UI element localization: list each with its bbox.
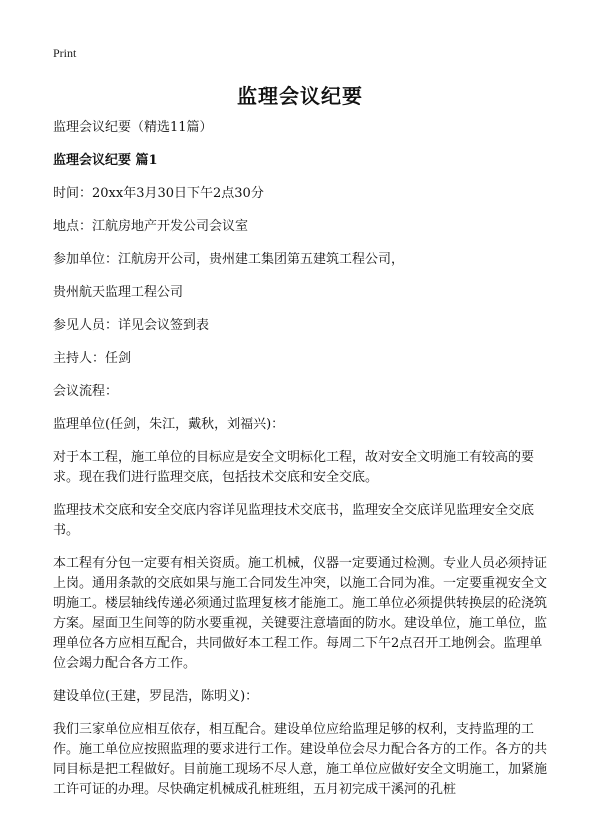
- meeting-process: 会议流程：: [53, 384, 119, 399]
- document-subtitle: 监理会议纪要（精选11篇）: [53, 120, 213, 135]
- paragraph: 本工程有分包一定要有相关资质。施工机械，仪器一定要通过检测。专业人员必须持证上岗。通用条款的交底如果与施工合同发生冲突，以施工合同为准。一定要重视安全文明施工。楼层轴线传递必须通过监理复核才能施工。施工单位必须提供转换层的砼浇筑方案。屋面卫生间等的防水要重视，关键要注意墙面的防水。建设单位，施工单位，监理单位各方应相互配合，共同做好本工程工作。每周二下午2点召开工地例会。监理单位会竭力配合各方工作。: [53, 556, 548, 671]
- host: 主持人：任剑: [53, 351, 132, 366]
- meeting-time: 时间：20xx年3月30日下午2点30分: [53, 186, 264, 201]
- attendees: 参见人员：详见会议签到表: [53, 318, 210, 333]
- paragraph: 对于本工程，施工单位的目标应是安全文明标化工程，故对安全文明施工有较高的要求。现在我们进行监理交底，包括技术交底和安全交底。: [53, 450, 535, 485]
- document-body: [53, 118, 553, 813]
- builder-unit: 建设单位(王建，罗昆浩，陈明义)：: [53, 689, 259, 704]
- participating-units: 参加单位：江航房开公司，贵州建工集团第五建筑工程公司，: [53, 252, 405, 267]
- paragraph: 我们三家单位应相互依存，相互配合。建设单位应给监理足够的权利，支持监理的工作。施工单位应按照监理的要求进行工作。建设单位会尽力配合各方的工作。各方的共同目标是把工程做好。目前施工现场不尽人意，施工单位应做好安全文明施工，加紧施工许可证的办理。尽快确定机械成孔桩班组，五月初完成干溪河的孔桩: [53, 722, 548, 797]
- meeting-place: 地点：江航房地产开发公司会议室: [53, 219, 249, 234]
- section-heading: 监理会议纪要 篇1: [53, 153, 158, 168]
- supervisor-unit: 监理单位(任剑，朱江，戴秋，刘福兴)：: [53, 417, 285, 432]
- participating-units-cont: 贵州航天监理工程公司: [53, 285, 184, 300]
- print-link[interactable]: Print: [53, 46, 77, 60]
- paragraph: 监理技术交底和安全交底内容详见监理技术交底书，监理安全交底详见监理安全交底书。: [53, 503, 535, 538]
- document-title: 监理会议纪要: [237, 84, 363, 108]
